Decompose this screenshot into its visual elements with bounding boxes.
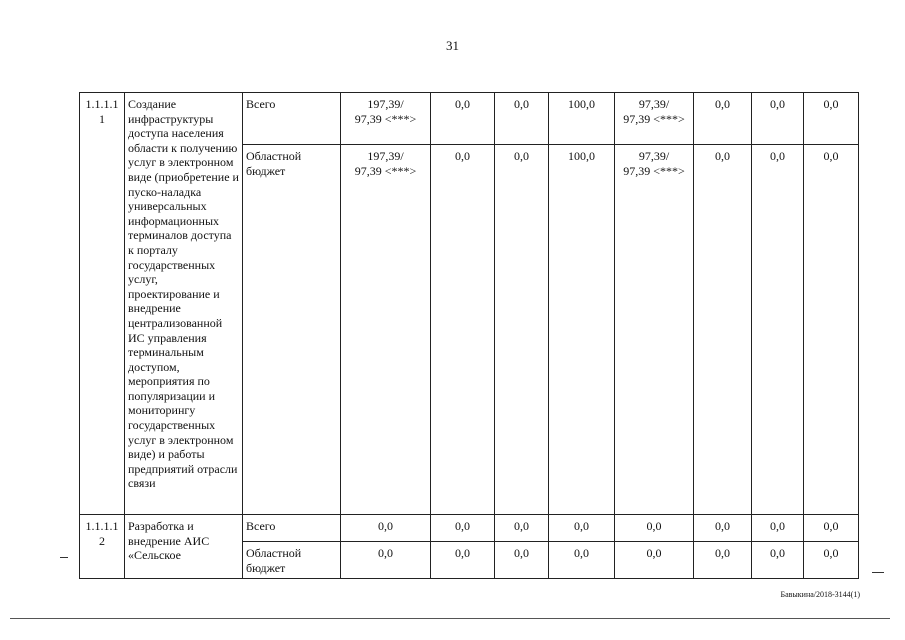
- scan-artifact-dash-right: [872, 572, 884, 573]
- page-number: 31: [446, 38, 459, 53]
- funding-source-cell: Всего: [243, 515, 341, 542]
- value-cell: 0,0: [341, 515, 431, 542]
- value-cell: 0,0: [694, 515, 752, 542]
- value-cell: 0,0: [752, 542, 804, 579]
- value-cell: 0,0: [549, 542, 615, 579]
- value-cell: 0,0: [694, 145, 752, 515]
- value-cell: 0,0: [804, 145, 859, 515]
- budget-table: [79, 92, 859, 579]
- table-row: [80, 515, 859, 542]
- item-code-cell: 1.1.1.1 2: [80, 515, 125, 579]
- value-cell: 0,0: [431, 145, 495, 515]
- value-cell: 0,0: [804, 515, 859, 542]
- budget-table-body: [80, 93, 859, 579]
- value-cell: 0,0: [752, 93, 804, 145]
- value-cell: 0,0: [694, 542, 752, 579]
- table-row: [80, 93, 859, 145]
- value-cell: 0,0: [495, 145, 549, 515]
- value-cell: 0,0: [431, 542, 495, 579]
- value-cell: 100,0: [549, 93, 615, 145]
- value-cell: 197,39/ 97,39 <***>: [341, 145, 431, 515]
- scan-artifact-line: [10, 618, 890, 619]
- funding-source-cell: Областной бюджет: [243, 542, 341, 579]
- value-cell: 0,0: [752, 515, 804, 542]
- value-cell: 0,0: [752, 145, 804, 515]
- value-cell: 0,0: [431, 515, 495, 542]
- value-cell: 0,0: [495, 515, 549, 542]
- value-cell: 0,0: [341, 542, 431, 579]
- item-code-cell: 1.1.1.1 1: [80, 93, 125, 515]
- value-cell: 100,0: [549, 145, 615, 515]
- value-cell: 0,0: [615, 515, 694, 542]
- value-cell: 0,0: [615, 542, 694, 579]
- value-cell: 0,0: [804, 93, 859, 145]
- value-cell: 197,39/ 97,39 <***>: [341, 93, 431, 145]
- value-cell: 0,0: [694, 93, 752, 145]
- value-cell: 0,0: [431, 93, 495, 145]
- value-cell: 97,39/ 97,39 <***>: [615, 145, 694, 515]
- value-cell: 0,0: [495, 93, 549, 145]
- funding-source-cell: Всего: [243, 93, 341, 145]
- value-cell: 0,0: [495, 542, 549, 579]
- value-cell: 97,39/ 97,39 <***>: [615, 93, 694, 145]
- funding-source-cell: Областной бюджет: [243, 145, 341, 515]
- value-cell: 0,0: [804, 542, 859, 579]
- scan-artifact-dash-left: [60, 557, 68, 558]
- item-description-cell: Разработка и внедрение АИС «Сельское: [125, 515, 243, 579]
- value-cell: 0,0: [549, 515, 615, 542]
- document-footer-mark: Бавыкина/2018-3144(1): [780, 590, 860, 599]
- item-description-cell: Создание инфраструктуры доступа населения области к получению услуг в электронном виде (приобретение и пуско-наладка универсальных информационных терминалов доступа к порталу государственных услуг, проектирование и внедрение централизованной ИС управления терминальным доступом, мероприятия по популяризации и мониторингу государственных услуг в электронном виде) и работы предприятий отрасли связи: [125, 93, 243, 515]
